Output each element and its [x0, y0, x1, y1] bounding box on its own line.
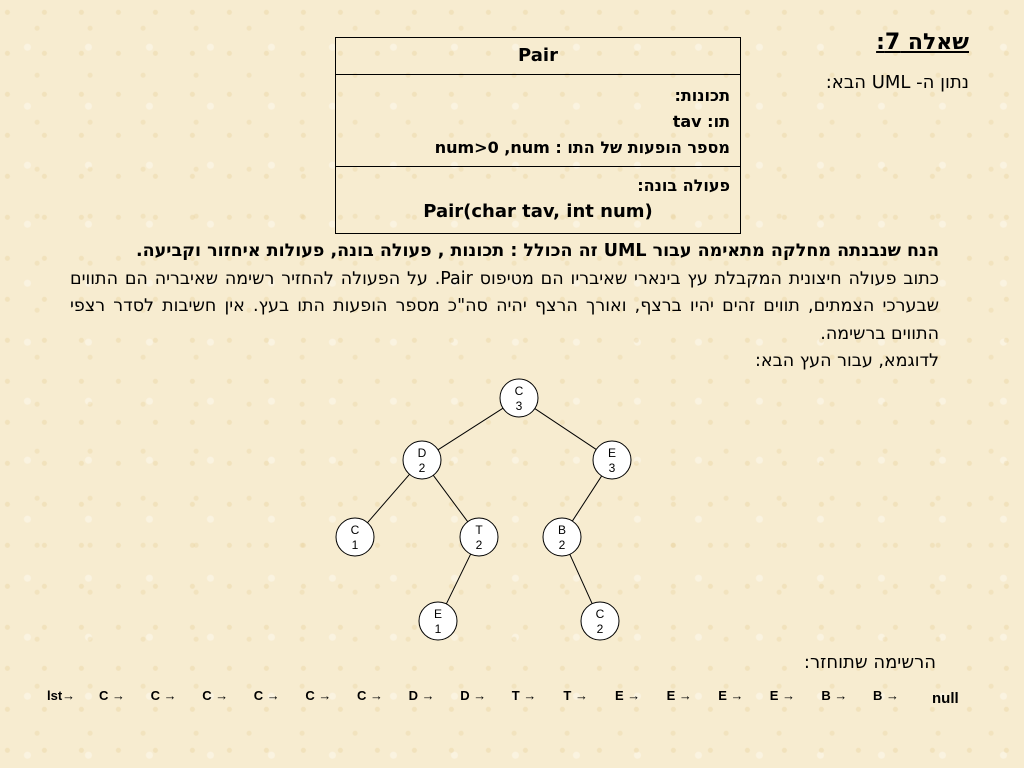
tree-edge	[572, 476, 601, 521]
paragraph-task: כתוב פעולה חיצונית המקבלת עץ בינארי שאיבריו הם מטיפוס Pair. על הפעולה להחזיר רשימה שאיבריה הם התווים שבערכי הצמתים, תווים זהים יהיו ברצף, ואורך הרצף יהיה סה"כ מספר הופעות התו בעץ. אין חשיבות לסדר רצפי התווים ברשימה.	[70, 268, 939, 344]
list-item: C →	[305, 688, 332, 703]
uml-constructor: Pair(char tav, int num)	[423, 201, 653, 222]
list-item: C →	[253, 688, 280, 703]
list-head: lst→	[47, 688, 76, 703]
list-item: D →	[408, 688, 435, 703]
tree-node	[500, 379, 538, 417]
tree-node-char: C	[350, 523, 360, 537]
tree-edge	[438, 408, 503, 450]
list-item: E →	[615, 688, 641, 703]
list-item: E →	[666, 688, 692, 703]
list-item: T →	[563, 688, 588, 703]
question-title: שאלה 7:	[876, 30, 969, 55]
tree-node-count: 2	[558, 538, 566, 552]
tree-node-char: E	[607, 446, 617, 460]
tree-node-count: 1	[351, 538, 359, 552]
result-label: הרשימה שתוחזר:	[803, 652, 936, 673]
list-item: D →	[460, 688, 487, 703]
uml-attr-num-value: num>0 ,num	[434, 138, 550, 157]
list-null: null	[932, 690, 959, 707]
list-item: C →	[357, 688, 383, 703]
tree-node	[419, 602, 457, 640]
tree-node	[543, 518, 581, 556]
uml-operations-heading: פעולה בונה:	[637, 176, 730, 195]
list-item: B →	[873, 688, 899, 703]
tree-node-char: C	[595, 607, 605, 621]
list-item: C →	[99, 688, 125, 703]
tree-node-char: C	[514, 384, 524, 398]
list-item: B →	[821, 688, 848, 703]
tree-edge	[367, 474, 409, 522]
uml-attr-tav-value: tav	[672, 112, 702, 131]
tree-node	[460, 518, 498, 556]
tree-node-count: 1	[434, 622, 442, 636]
result-list	[47, 688, 977, 712]
tree-node-char: E	[433, 607, 443, 621]
uml-class-name: Pair	[336, 38, 740, 75]
tree-node-count: 2	[596, 622, 604, 636]
tree-node-count: 3	[515, 399, 523, 413]
tree-node-char: B	[557, 523, 567, 537]
list-item: E →	[769, 688, 796, 703]
list-item: E →	[718, 688, 744, 703]
tree-node	[593, 441, 631, 479]
tree-node-count: 3	[608, 461, 616, 475]
list-item: C →	[202, 688, 229, 703]
tree-edge	[570, 554, 592, 603]
tree-node	[403, 441, 441, 479]
tree-edge	[433, 475, 467, 521]
uml-attr-num-label: מספר הופעות של התו :	[555, 138, 730, 157]
paragraph-example: לדוגמא, עבור העץ הבא:	[754, 351, 939, 371]
tree-node	[581, 602, 619, 640]
tree-edge	[446, 554, 470, 604]
paragraph-assumption: הנח שנבנתה מחלקה מתאימה עבור UML זה הכולל : תכונות , פעולה בונה, פעולות איחזור וקביעה.	[135, 241, 939, 261]
uml-attr-tav-label: תו:	[707, 112, 730, 131]
tree-node-count: 2	[418, 461, 426, 475]
tree-node	[336, 518, 374, 556]
tree-node-char: D	[417, 446, 427, 460]
list-item: T →	[511, 688, 537, 703]
tree-node-count: 2	[475, 538, 483, 552]
uml-attributes-heading: תכונות:	[674, 86, 730, 105]
list-item: C →	[150, 688, 177, 703]
tree-node-char: T	[475, 523, 483, 537]
question-subtitle: נתון ה- UML הבא:	[825, 72, 969, 93]
tree-edge	[535, 409, 596, 450]
